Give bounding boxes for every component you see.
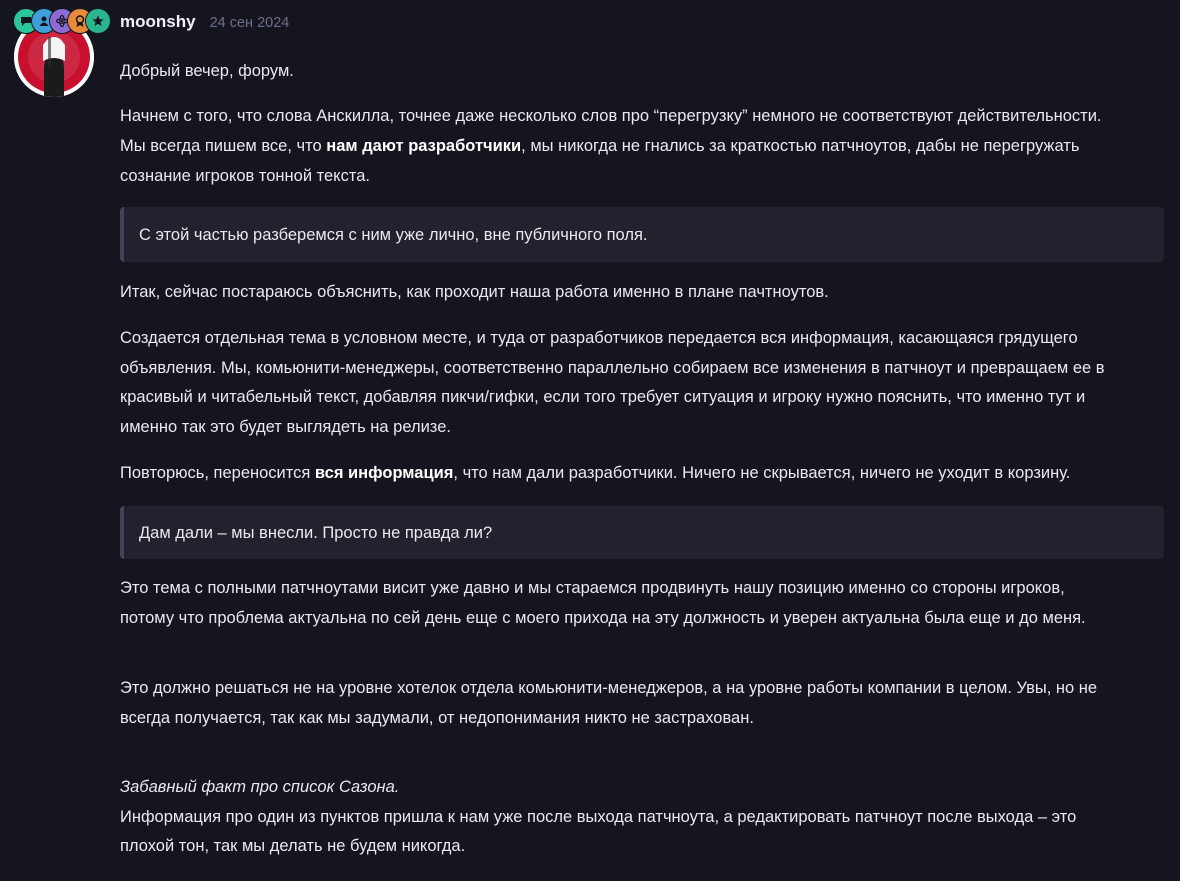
blockquote — [120, 506, 1164, 559]
paragraph-line — [120, 458, 1070, 488]
paragraph-line — [120, 131, 1079, 161]
post-greeting: Добрый вечер, форум. — [120, 62, 294, 80]
post-author-avatar-group[interactable] — [13, 8, 95, 90]
paragraph-line: Это должно решаться не на уровне хотелок отдела комьюнити-менеджеров, а на уровне работы компании в целом. Увы, но не — [120, 679, 1098, 697]
blockquote — [120, 207, 1164, 262]
italic-heading — [120, 772, 399, 802]
text-run: Повторюсь, переносится — [120, 464, 315, 482]
paragraph-line: именно так это будет выглядеть на релизе. — [120, 418, 451, 436]
paragraph-line: Информация про один из пунктов пришла к нам уже после выхода патчноута, а редактировать патчноут после выхода – это — [120, 808, 1077, 826]
username-link[interactable]: moonshy — [120, 12, 196, 31]
paragraph-line: потому что проблема актуальна по сей день еще с моего прихода на эту должность и уверен актуальна была еще и до меня. — [120, 609, 1086, 627]
text-run: , что нам дали разработчики. Ничего не скрывается, ничего не уходит в корзину. — [453, 464, 1071, 482]
paragraph-line: всегда получается, так как мы задумали, от недопонимания никто не застрахован. — [120, 709, 754, 727]
paragraph-line: объявления. Мы, комьюнити-менеджеры, соответственно параллельно собираем все изменения в патчноут и превращаем ее в — [120, 359, 1105, 377]
bold-text: вся информация — [314, 464, 454, 482]
paragraph-line: Итак, сейчас постараюсь объяснить, как проходит наша работа именно в плане пачтноутов. — [120, 283, 829, 301]
star-icon[interactable] — [85, 8, 111, 34]
paragraph-line: Это тема с полными патчноутами висит уже давно и мы стараемся продвинуть нашу позицию именно со стороны игроков, — [120, 579, 1065, 597]
paragraph-line: сознание игроков тонной текста. — [120, 167, 370, 185]
paragraph-line: красивый и читабельный текст, добавляя пикчи/гифки, если того требует ситуация и игроку нужно пояснить, что именно тут и — [120, 388, 1086, 406]
text-run: Мы всегда пишем все, что — [120, 137, 327, 155]
blockquote-text: Дам дали – мы внесли. Просто не правда ли? — [139, 524, 493, 542]
paragraph-line: Начнем с того, что слова Анскилла, точнее даже несколько слов про “перегрузку” немного не соответствуют действительности. — [120, 107, 1102, 125]
text-run: , мы никогда не гнались за краткостью патчноутов, дабы не перегружать — [521, 137, 1080, 155]
paragraph-line: Создается отдельная тема в условном месте, и туда от разработчиков передается вся информация, касающаяся грядущего — [120, 329, 1078, 347]
bold-text: нам дают разработчики — [326, 137, 522, 155]
user-badges — [13, 8, 103, 34]
paragraph-line: плохой тон, так мы делать не будем никогда. — [120, 837, 466, 855]
post-date[interactable]: 24 сен 2024 — [209, 15, 290, 31]
italic-text: Забавный факт про список Сазона. — [120, 778, 400, 796]
post-header — [120, 12, 289, 36]
blockquote-text: С этой частью разберемся с ним уже лично, вне публичного поля. — [139, 226, 648, 244]
